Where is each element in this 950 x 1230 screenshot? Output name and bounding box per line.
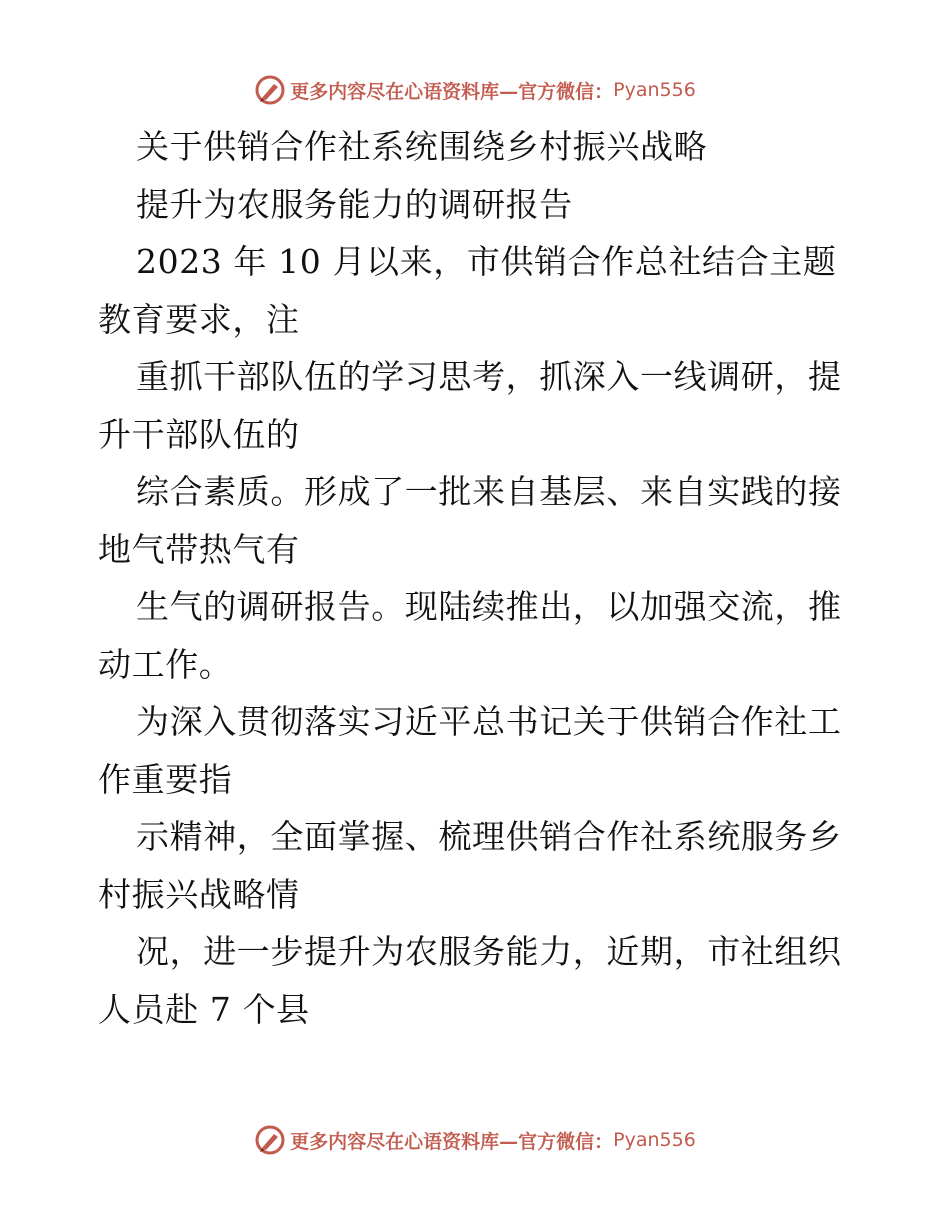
text-line: 村振兴战略情 xyxy=(98,874,300,914)
document-body xyxy=(98,118,858,1038)
text-line: 提升为农服务能力的调研报告 xyxy=(136,184,573,224)
text-line: 生气的调研报告。现陆续推出，以加强交流，推 xyxy=(136,587,842,626)
watermark-text: 更多内容尽在心语资料库—官方微信： xyxy=(290,80,614,103)
text-line: 示精神，全面掌握、梳理供销合作社系统服务乡 xyxy=(136,817,842,856)
header-watermark xyxy=(0,70,950,110)
text-line: 况，进一步提升为农服务能力，近期，市社组织 xyxy=(136,932,842,971)
text-line: 升干部队伍的 xyxy=(98,414,300,454)
text-line: 综合素质。形成了一批来自基层、来自实践的接 xyxy=(136,472,842,511)
text-line: 关于供销合作社系统围绕乡村振兴战略 xyxy=(136,127,708,166)
text-line: 动工作。 xyxy=(98,644,233,684)
pen-logo-icon xyxy=(254,1124,286,1156)
footer-watermark xyxy=(0,1120,950,1160)
watermark-id: Pyan556 xyxy=(613,79,696,101)
text-line: 人员赴 7 个县 xyxy=(98,989,310,1029)
text-line: 为深入贯彻落实习近平总书记关于供销合作社工 xyxy=(136,702,842,741)
text-line: 2023 年 10 月以来，市供销合作总社结合主题 xyxy=(136,242,837,281)
pen-logo-icon xyxy=(254,74,286,106)
watermark-id: Pyan556 xyxy=(613,1129,696,1151)
text-line: 作重要指 xyxy=(98,759,233,799)
watermark-text: 更多内容尽在心语资料库—官方微信： xyxy=(290,1130,614,1153)
text-line: 地气带热气有 xyxy=(98,529,300,569)
text-line: 重抓干部队伍的学习思考，抓深入一线调研，提 xyxy=(136,357,842,396)
text-line: 教育要求，注 xyxy=(98,299,300,339)
